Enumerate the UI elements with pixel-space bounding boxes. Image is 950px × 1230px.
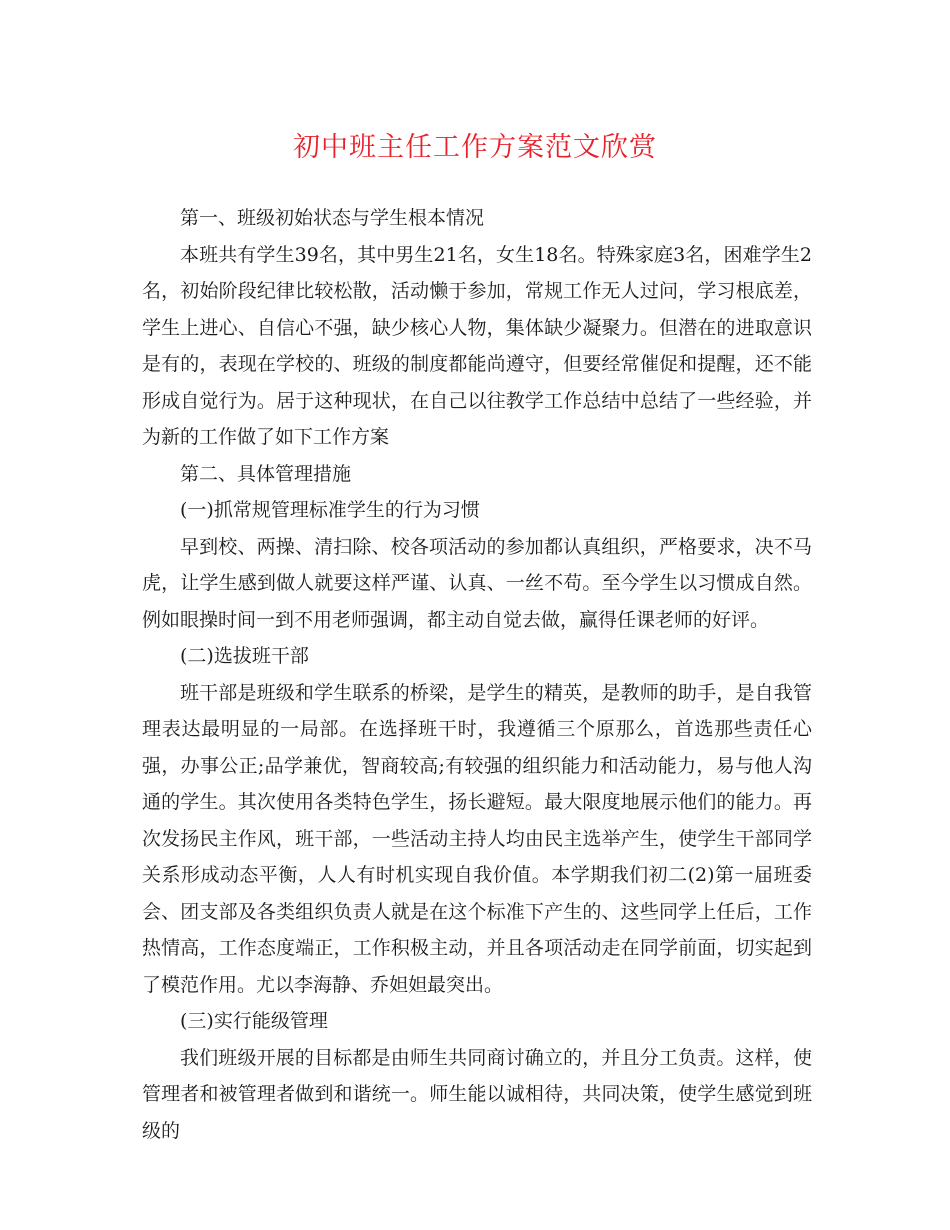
paragraph-routine-management: 早到校、两操、清扫除、校各项活动的参加都认真组织，严格要求，决不马虎，让学生感到做人就要这样严谨、认真、一丝不苟。至今学生以习惯成自然。例如眼操时间一到不用老师强调，都主动自觉去做，赢得任课老师的好评。: [142, 535, 812, 631]
section-heading-2: 第二、具体管理措施: [180, 462, 352, 485]
paragraph-class-cadres: 班干部是班级和学生联系的桥梁，是学生的精英，是教师的助手，是自我管理表达最明显的一局部。在选择班干时，我遵循三个原那么，首选那些责任心强，办事公正;品学兼优，智商较高;有较强的组织能力和活动能力，易与他人沟通的学生。其次使用各类特色学生，扬长避短。最大限度地展示他们的能力。再次发扬民主作风，班干部，一些活动主持人均由民主选举产生，使学生干部同学关系形成动态平衡，人人有时机实现自我价值。本学期我们初二(2)第一届班委会、团支部及各类组织负责人就是在这个标准下产生的、这些同学上任后，工作热情高，工作态度端正，工作积极主动，并且各项活动走在同学前面，切实起到了模范作用。尤以李海静、乔妲妲最突出。: [142, 681, 812, 996]
paragraph-level-management: 我们班级开展的目标都是由师生共同商讨确立的，并且分工负责。这样，使管理者和被管理者做到和谐统一。师生能以诚相待，共同决策，使学生感觉到班级的: [142, 1046, 812, 1142]
section-heading-1: 第一、班级初始状态与学生根本情况: [180, 207, 485, 229]
document-title: 初中班主任工作方案范文欣赏: [293, 132, 657, 163]
subheading-routine-management: (一)抓常规管理标准学生的行为习惯: [180, 499, 480, 521]
subheading-level-management: (三)实行能级管理: [180, 1010, 328, 1032]
paragraph-class-situation: 本班共有学生39名，其中男生21名，女生18名。特殊家庭3名，困难学生2名，初始阶段纪律比较松散，活动懒于参加，常规工作无人过问，学习根底差，学生上进心、自信心不强，缺少核心人物，集体缺少凝聚力。但潜在的进取意识是有的，表现在学校的、班级的制度都能尚遵守，但要经常催促和提醒，还不能形成自觉行为。居于这种现状，在自己以往教学工作总结中总结了一些经验，并为新的工作做了如下工作方案: [142, 243, 812, 448]
document-body: [142, 200, 812, 1149]
subheading-class-cadres: (二)选拔班干部: [180, 645, 309, 667]
